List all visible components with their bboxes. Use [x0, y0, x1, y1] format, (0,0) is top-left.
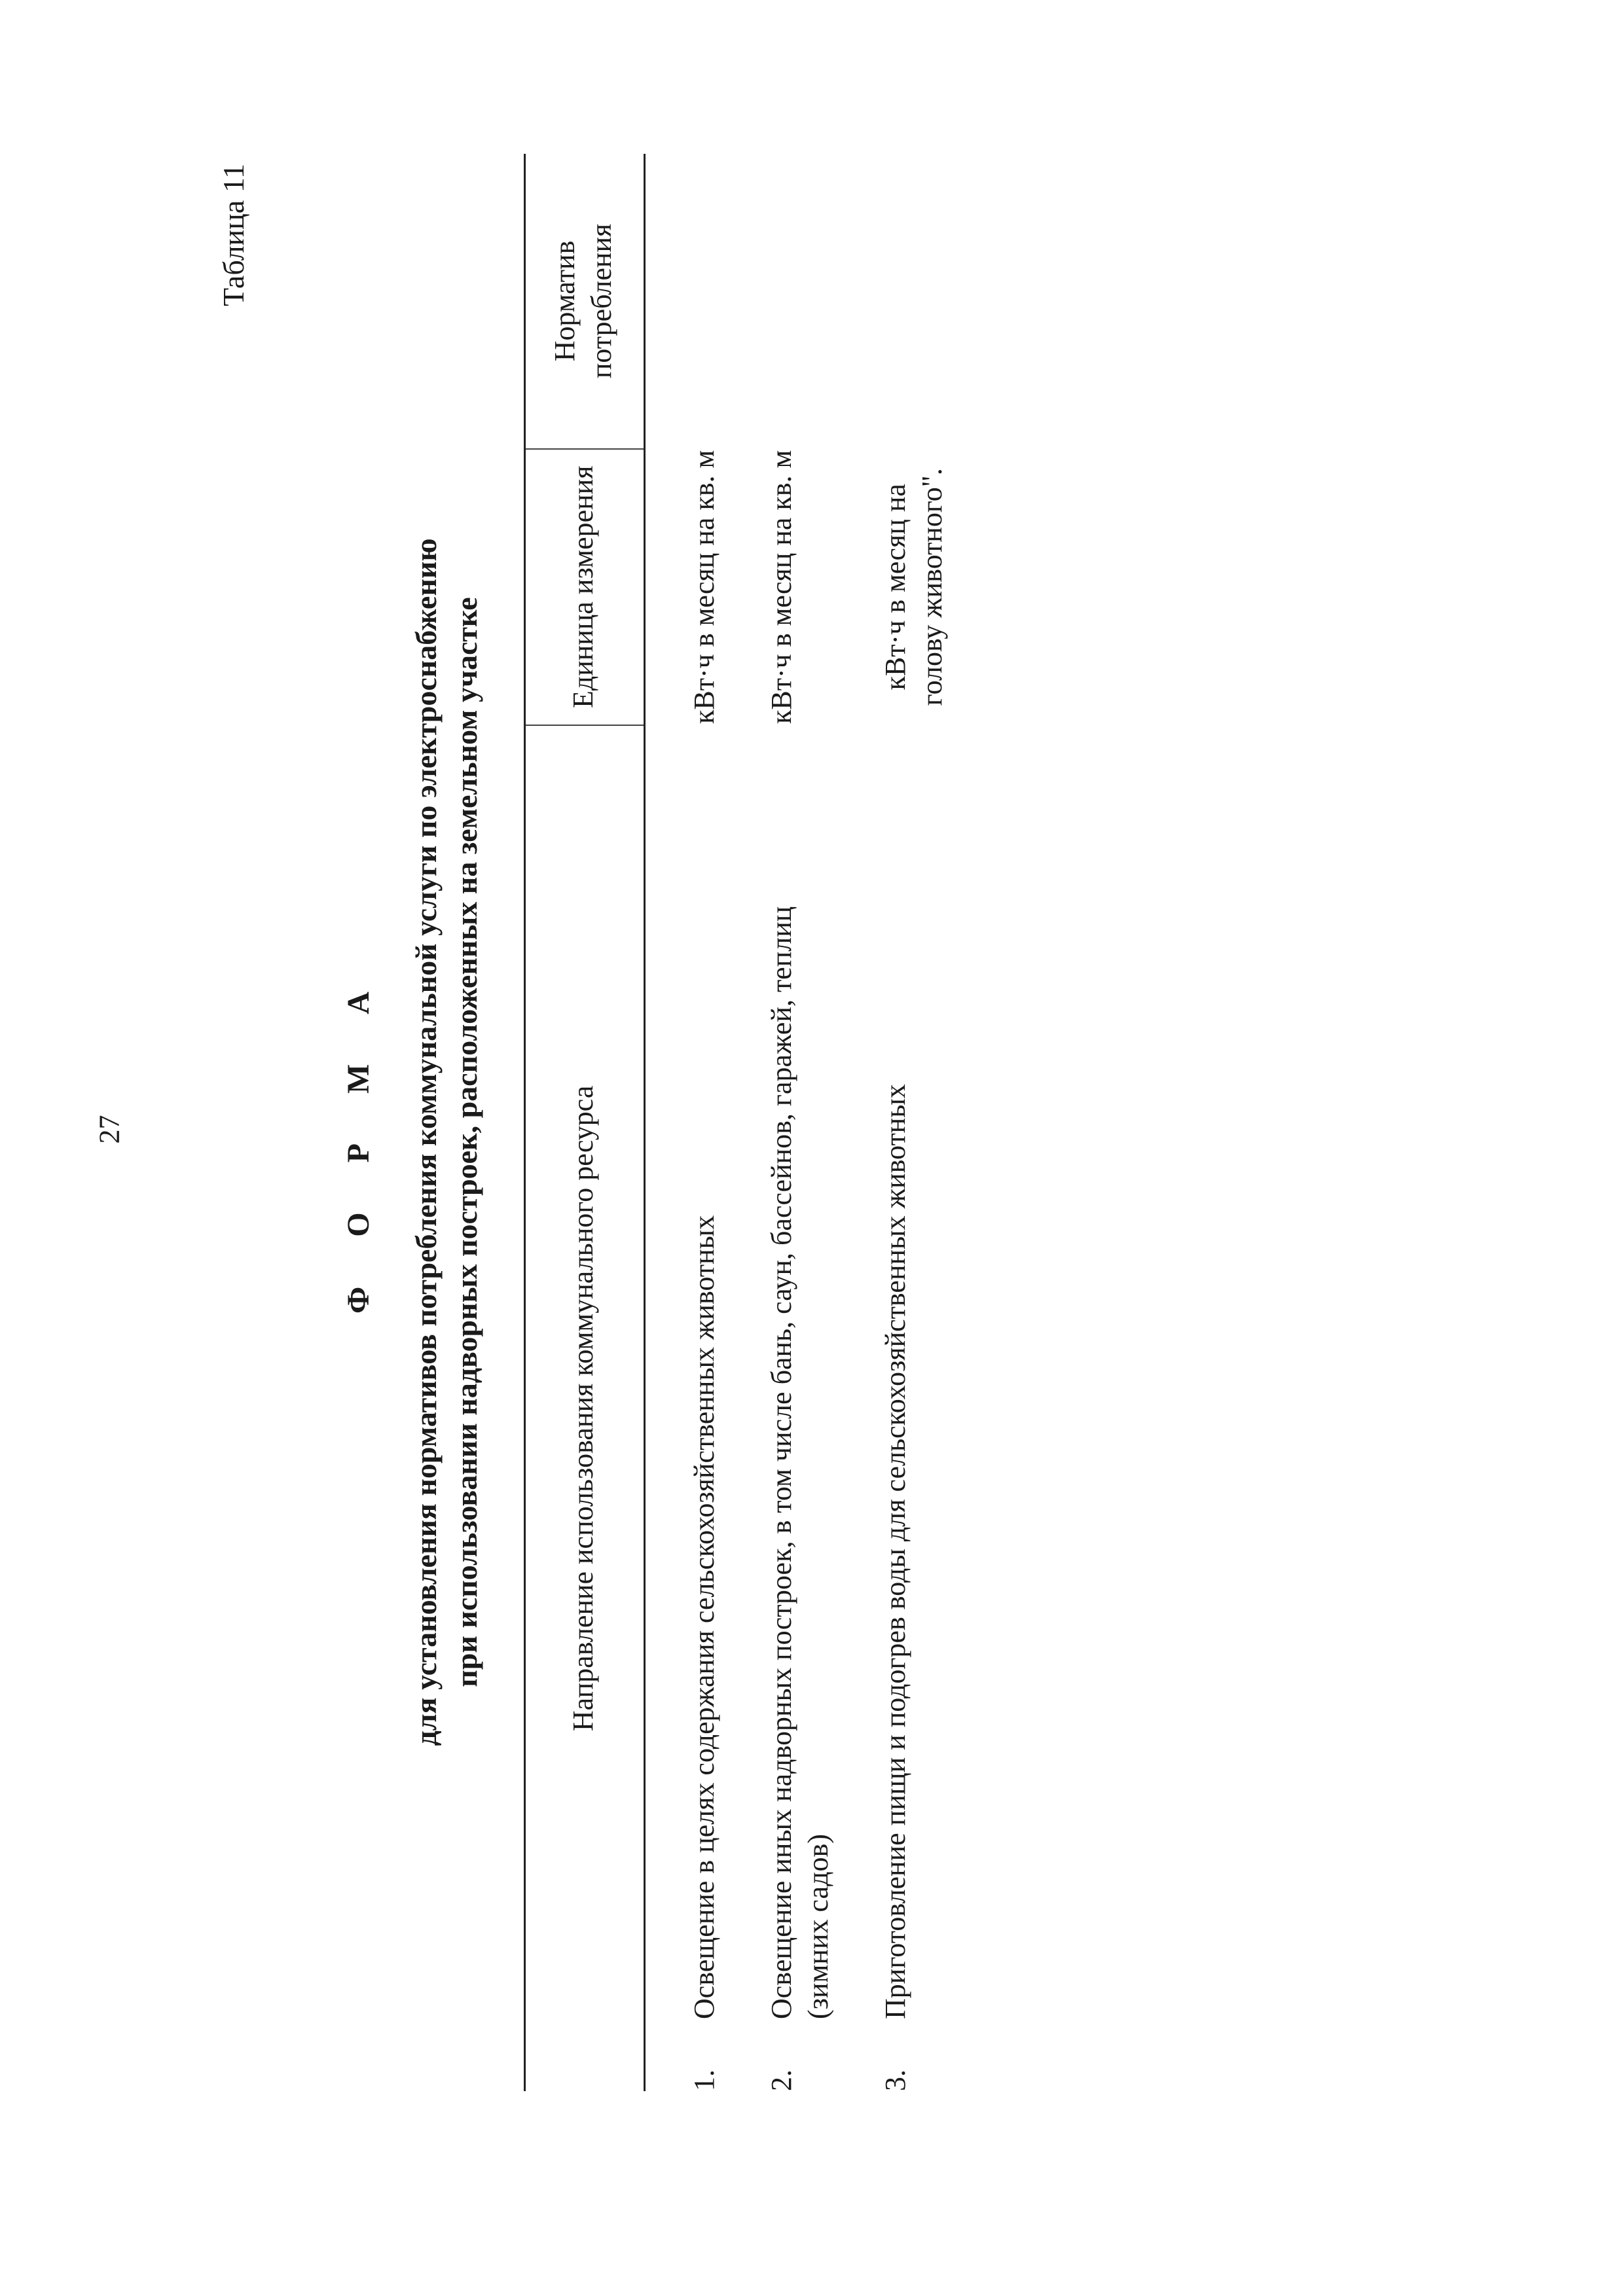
cell-unit: кВт·ч в месяц на кв. м	[765, 450, 797, 724]
cell-norm	[645, 154, 723, 449]
form-subtitle	[406, 144, 487, 2140]
cell-direction	[837, 725, 951, 2091]
header-unit: Единица измерения	[525, 449, 645, 725]
table-row	[837, 154, 951, 2091]
cell-direction	[723, 725, 837, 2091]
cell-norm	[837, 154, 951, 449]
row-number: 3.	[879, 2070, 911, 2091]
cell-unit: кВт·ч в месяц на голову животного".	[879, 468, 948, 706]
row-number: 1.	[688, 2070, 720, 2091]
rotated-content	[216, 144, 1329, 2140]
subtitle-line: при использовании надворных построек, расположенных на земельном участке	[450, 597, 483, 1687]
table-row	[645, 154, 723, 2091]
table-header-row	[525, 154, 645, 2091]
cell-norm	[723, 154, 837, 449]
norms-table	[524, 154, 951, 2091]
subtitle-line: для установления нормативов потребления коммунальной услуги по электроснабжению	[409, 538, 443, 1746]
header-norm: Норматив потребления	[525, 154, 645, 449]
form-title: Ф О Р М А	[341, 971, 376, 1314]
header-direction: Направление использования коммунального ресурса	[525, 725, 645, 2091]
table-caption: Таблица 11	[217, 164, 250, 307]
row-direction-text: Освещение в целях содержания сельскохозяйственных животных	[688, 1215, 720, 2019]
cell-unit: кВт·ч в месяц на кв. м	[688, 450, 720, 724]
row-direction-text: Приготовление пищи и подогрев воды для сельскохозяйственных животных	[879, 1084, 911, 2019]
row-direction-text: Освещение иных надворных построек, в том числе бань, саун, бассейнов, гаражей, теплиц (зимних садов)	[765, 906, 834, 2019]
cell-direction	[645, 725, 723, 2091]
table-row	[723, 154, 837, 2091]
page-number: 27	[93, 1115, 126, 1144]
row-number: 2.	[765, 2070, 797, 2091]
